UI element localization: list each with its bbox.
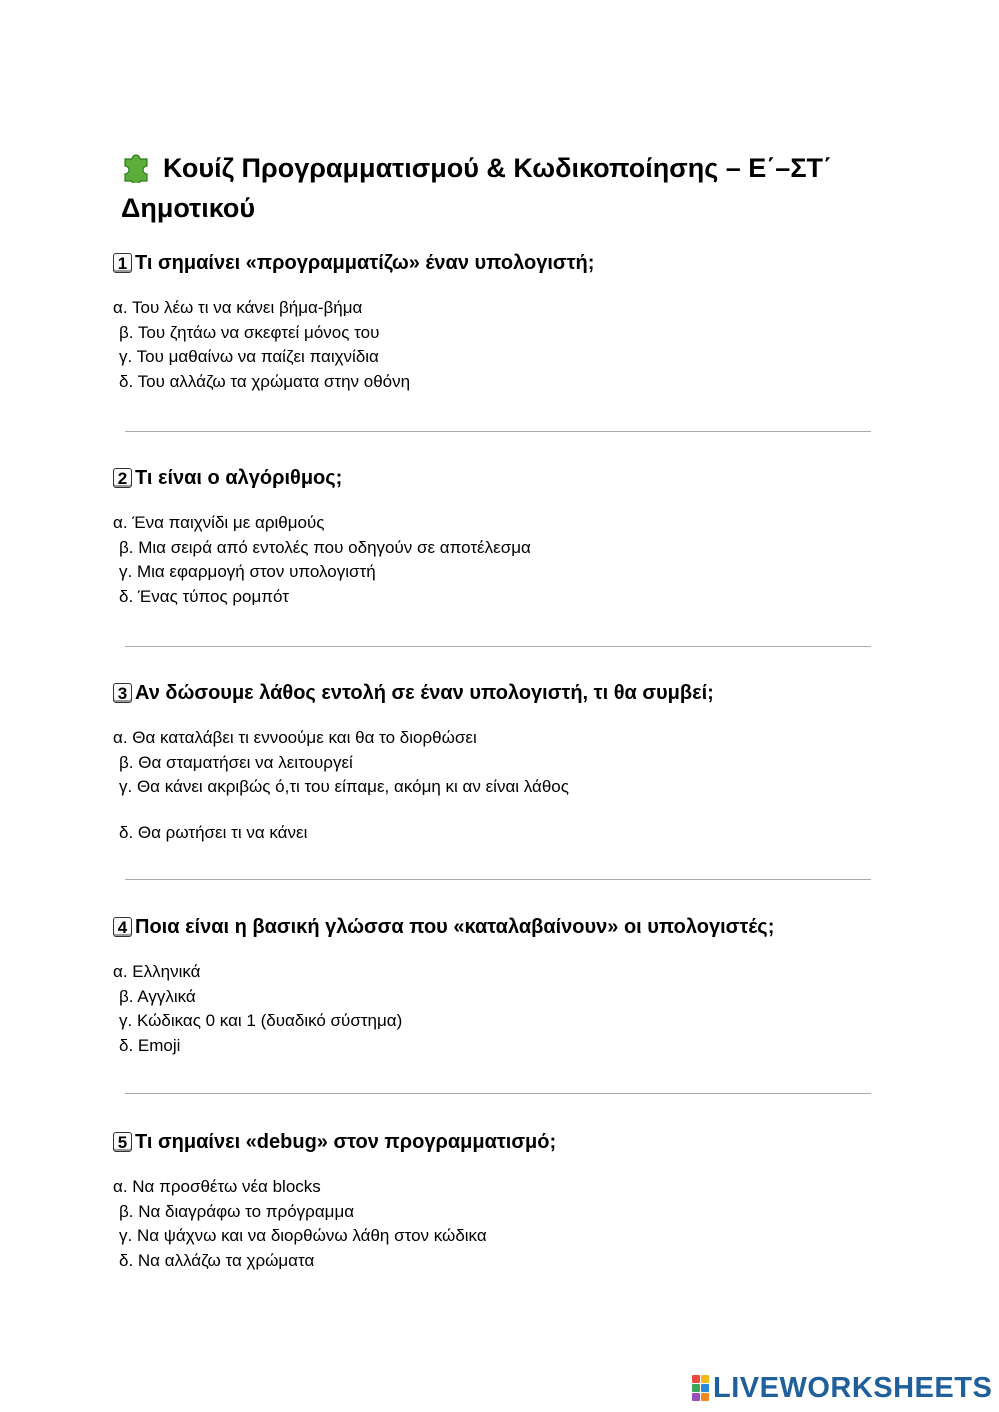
option-a[interactable]: α. Να προσθέτω νέα blocks <box>113 1177 321 1196</box>
option-c[interactable]: γ. Κώδικας 0 και 1 (δυαδικό σύστημα) <box>119 1011 403 1030</box>
option-d[interactable]: δ. Ένας τύπος ρομπότ <box>119 586 289 606</box>
option-a[interactable]: α. Του λέω τι να κάνει βήμα-βήμα <box>113 298 363 317</box>
option-b[interactable]: β. Αγγλικά <box>119 986 196 1006</box>
number-badge: 2 <box>113 468 132 488</box>
logo-badge-icon <box>692 1375 709 1401</box>
question-text: Ποια είναι η βασική γλώσσα που «καταλαβαίνουν» οι υπολογιστές; <box>135 916 775 938</box>
options-list <box>113 726 893 845</box>
option-c[interactable]: γ. Μια εφαρμογή στον υπολογιστή <box>119 562 376 581</box>
question-text: Τι σημαίνει «προγραμματίζω» έναν υπολογιστή; <box>135 252 595 274</box>
question-text: Τι σημαίνει «debug» στον προγραμματισμό; <box>135 1131 557 1153</box>
page-title <box>121 148 891 228</box>
question-heading <box>113 1129 893 1155</box>
options-list <box>113 296 893 394</box>
options-list <box>113 511 893 609</box>
option-d[interactable]: δ. Να αλλάζω τα χρώματα <box>119 1250 315 1270</box>
number-badge: 5 <box>113 1132 132 1152</box>
number-badge: 3 <box>113 683 132 703</box>
puzzle-piece-icon <box>121 149 155 183</box>
question-1 <box>113 250 893 394</box>
option-b[interactable]: β. Να διαγράφω το πρόγραμμα <box>119 1201 355 1221</box>
option-b[interactable]: β. Θα σταματήσει να λειτουργεί <box>119 752 353 772</box>
divider <box>125 879 871 880</box>
option-a[interactable]: α. Θα καταλάβει τι εννοούμε και θα το διορθώσει <box>113 728 477 747</box>
question-3 <box>113 680 893 845</box>
option-d[interactable]: δ. Θα ρωτήσει τι να κάνει <box>119 822 308 842</box>
option-b[interactable]: β. Του ζητάω να σκεφτεί μόνος του <box>119 322 380 342</box>
question-heading <box>113 465 893 491</box>
number-badge: 1 <box>113 253 132 273</box>
option-c[interactable]: γ. Του μαθαίνω να παίζει παιχνίδια <box>119 347 379 366</box>
option-c[interactable]: γ. Να ψάχνω και να διορθώνω λάθη στον κώδικα <box>119 1226 487 1245</box>
question-2 <box>113 465 893 609</box>
option-a[interactable]: α. Ένα παιχνίδι με αριθμούς <box>113 513 325 532</box>
option-c[interactable]: γ. Θα κάνει ακριβώς ό,τι του είπαμε, ακόμη κι αν είναι λάθος <box>119 777 569 796</box>
divider <box>125 431 871 432</box>
question-text: Τι είναι ο αλγόριθμος; <box>135 467 343 489</box>
question-heading <box>113 680 893 706</box>
question-4 <box>113 914 893 1058</box>
divider <box>125 646 871 647</box>
question-text: Αν δώσουμε λάθος εντολή σε έναν υπολογιστή, τι θα συμβεί; <box>135 682 714 704</box>
option-d[interactable]: δ. Emoji <box>119 1035 181 1055</box>
divider <box>125 1093 871 1094</box>
question-heading <box>113 914 893 940</box>
question-5 <box>113 1129 893 1273</box>
liveworksheets-logo <box>692 1373 992 1403</box>
number-badge: 4 <box>113 917 132 937</box>
option-d[interactable]: δ. Του αλλάζω τα χρώματα στην οθόνη <box>119 371 411 391</box>
options-list <box>113 1175 893 1273</box>
brand-name: LIVEWORKSHEETS <box>713 1371 993 1404</box>
options-list <box>113 960 893 1058</box>
option-a[interactable]: α. Ελληνικά <box>113 962 201 981</box>
title-text: Κουίζ Προγραμματισμού & Κωδικοποίησης – Ε΄–ΣΤ΄ Δημοτικού <box>121 153 833 223</box>
option-b[interactable]: β. Μια σειρά από εντολές που οδηγούν σε αποτέλεσμα <box>119 537 531 557</box>
question-heading <box>113 250 893 276</box>
